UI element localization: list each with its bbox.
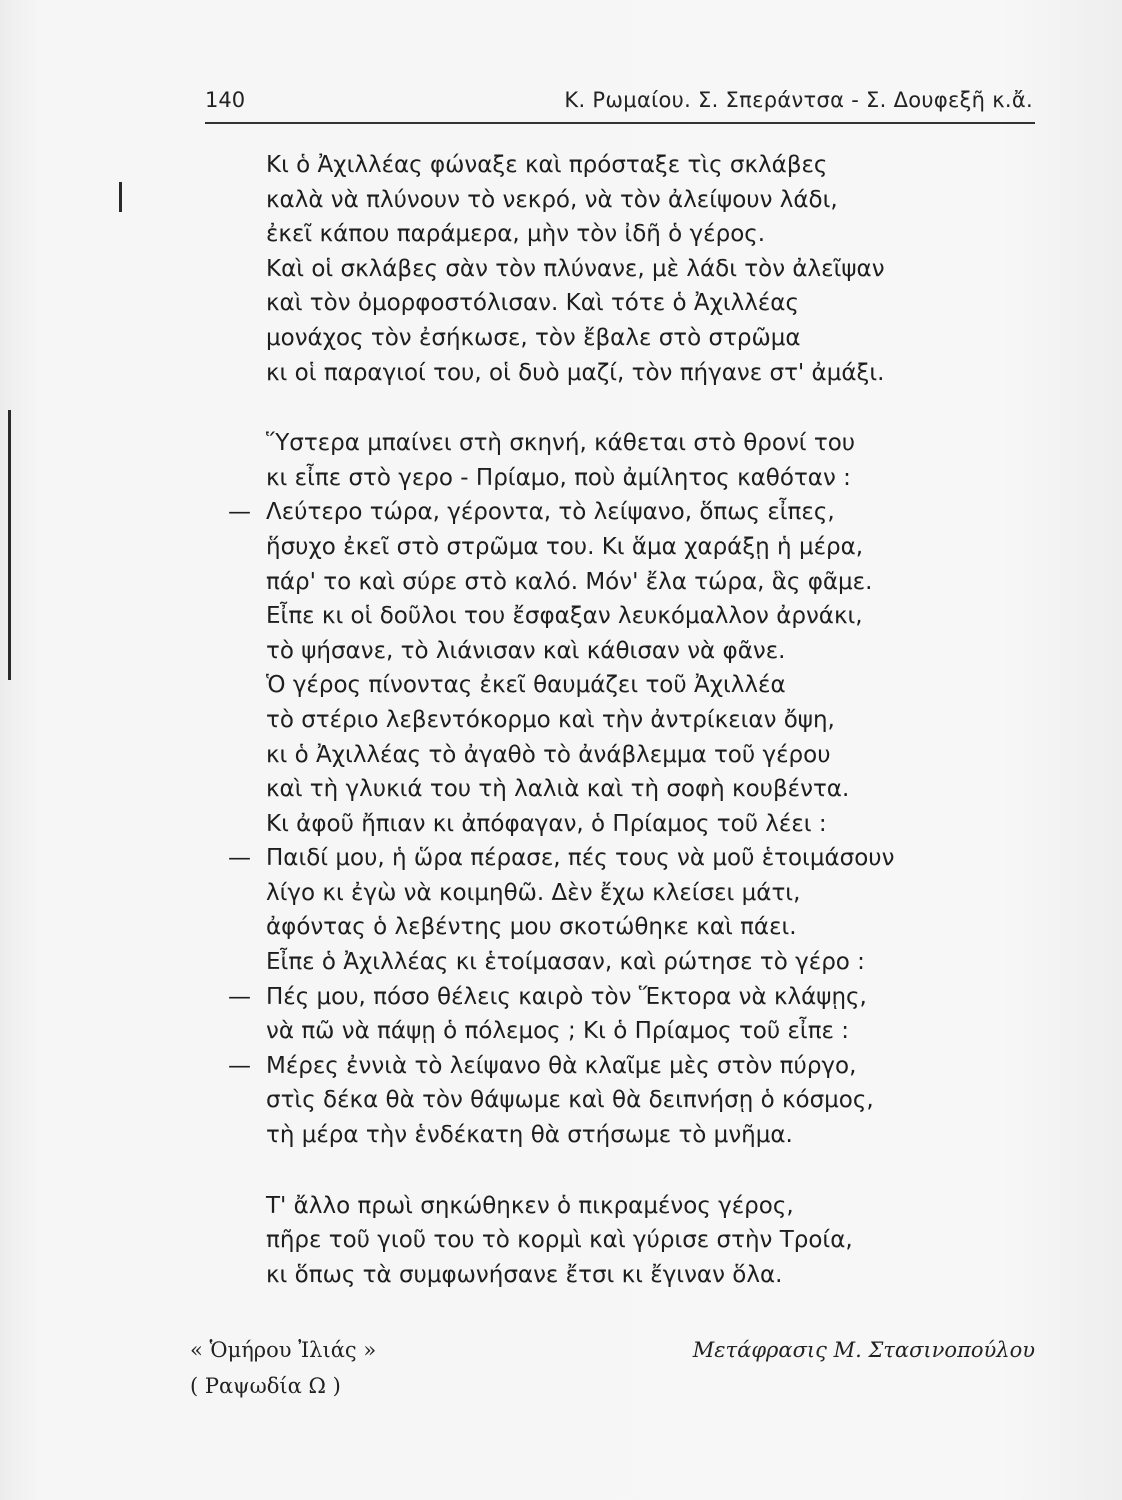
verse-line bbox=[228, 1049, 968, 1084]
translator-credit: Μετάφρασις Μ. Στασινοπούλου bbox=[692, 1338, 1035, 1362]
verse-text: Εἶπε κι οἱ δοῦλοι του ἔσφαξαν λευκόμαλλον ἀρνάκι, bbox=[266, 603, 863, 630]
verse-line bbox=[228, 772, 968, 807]
verse-text: Τ' ἄλλο πρωὶ σηκώθηκεν ὁ πικραμένος γέρος, bbox=[266, 1192, 794, 1219]
verse-line bbox=[228, 565, 968, 600]
stanza bbox=[228, 426, 968, 1152]
verse-text: κι ὁ Ἀχιλλέας τὸ ἀγαθὸ τὸ ἀνάβλεμμα τοῦ γέρου bbox=[266, 741, 831, 768]
dialogue-dash: — bbox=[228, 983, 251, 1010]
verse-line bbox=[228, 183, 968, 218]
verse-line bbox=[228, 426, 968, 461]
verse-line bbox=[228, 668, 968, 703]
verse-text: Καὶ οἱ σκλάβες σὰν τὸν πλύνανε, μὲ λάδι τὸν ἀλεῖψαν bbox=[266, 255, 885, 282]
verse-text: καλὰ νὰ πλύνουν τὸ νεκρό, νὰ τὸν ἀλείψουν λάδι, bbox=[266, 186, 838, 213]
verse-line bbox=[228, 599, 968, 634]
verse-text: Πές μου, πόσο θέλεις καιρὸ τὸν Ἕκτορα νὰ κλάψῃς, bbox=[266, 983, 867, 1010]
verse-text: κι εἶπε στὸ γερο - Πρίαμο, ποὺ ἀμίλητος καθόταν : bbox=[266, 464, 851, 491]
verse-line bbox=[228, 217, 968, 252]
page-header bbox=[205, 82, 1033, 118]
page-footer bbox=[190, 1332, 1035, 1412]
verse-text: τὸ ψήσανε, τὸ λιάνισαν καὶ κάθισαν νὰ φᾶνε. bbox=[266, 637, 786, 664]
margin-mark bbox=[119, 182, 122, 212]
verse-line bbox=[228, 945, 968, 980]
verse-text: τὴ μέρα τὴν ἑνδέκατη θὰ στήσωμε τὸ μνῆμα. bbox=[266, 1122, 793, 1149]
verse-line bbox=[228, 356, 968, 391]
verse-text: πῆρε τοῦ γιοῦ του τὸ κορμὶ καὶ γύρισε στὴν Τροία, bbox=[266, 1227, 853, 1254]
verse-text: καὶ τὸν ὀμορφοστόλισαν. Καὶ τότε ὁ Ἀχιλλέας bbox=[266, 290, 799, 317]
dialogue-dash: — bbox=[228, 499, 251, 526]
verse-line bbox=[228, 634, 968, 669]
verse-text: καὶ τὴ γλυκιά του τὴ λαλιὰ καὶ τὴ σοφὴ κουβέντα. bbox=[266, 776, 850, 803]
verse-line bbox=[228, 530, 968, 565]
verse-line bbox=[228, 980, 968, 1015]
verse-line bbox=[228, 1223, 968, 1258]
verse-text: στὶς δέκα θὰ τὸν θάψωμε καὶ θὰ δειπνήσῃ ὁ κόσμος, bbox=[266, 1087, 874, 1114]
stanza bbox=[228, 148, 968, 390]
running-title: Κ. Ρωμαίου. Σ. Σπεράντσα - Σ. Δουφεξῆ κ.ἄ. bbox=[564, 88, 1033, 112]
verse-text: Εἶπε ὁ Ἀχιλλέας κι ἑτοίμασαν, καὶ ρώτησε τὸ γέρο : bbox=[266, 949, 865, 976]
verse-text: ἥσυχο ἐκεῖ στὸ στρῶμα του. Κι ἅμα χαράξῃ ἡ μέρα, bbox=[266, 533, 864, 560]
dialogue-dash: — bbox=[228, 1052, 251, 1079]
verse-line bbox=[228, 1189, 968, 1224]
verse-line bbox=[228, 286, 968, 321]
verse-line bbox=[228, 1014, 968, 1049]
verse-text: Κι ὁ Ἀχιλλέας φώναξε καὶ πρόσταξε τὶς σκλάβες bbox=[266, 152, 828, 178]
verse-line bbox=[228, 876, 968, 911]
verse-line bbox=[228, 461, 968, 496]
poem-body bbox=[228, 148, 968, 1292]
verse-line bbox=[228, 148, 968, 183]
verse-line bbox=[228, 1118, 968, 1153]
verse-text: Κι ἀφοῦ ἤπιαν κι ἀπόφαγαν, ὁ Πρίαμος τοῦ λέει : bbox=[266, 810, 827, 837]
verse-text: Ὕστερα μπαίνει στὴ σκηνή, κάθεται στὸ θρονί του bbox=[266, 430, 856, 457]
verse-line bbox=[228, 1258, 968, 1293]
source-work: « Ὁμήρου Ἰλιάς » bbox=[190, 1338, 377, 1362]
source-book: ( Ραψωδία Ω ) bbox=[190, 1374, 341, 1398]
verse-line bbox=[228, 703, 968, 738]
verse-text: μονάχος τὸν ἐσήκωσε, τὸν ἔβαλε στὸ στρῶμα bbox=[266, 324, 801, 351]
verse-line bbox=[228, 1083, 968, 1118]
verse-line bbox=[228, 910, 968, 945]
margin-mark bbox=[8, 410, 11, 680]
page-number: 140 bbox=[205, 88, 246, 112]
verse-text: Παιδί μου, ἡ ὥρα πέρασε, πές τους νὰ μοῦ ἑτοιμάσουν bbox=[266, 845, 895, 872]
verse-line bbox=[228, 321, 968, 356]
verse-text: κι οἱ παραγιοί του, οἱ δυὸ μαζί, τὸν πήγανε στ' ἀμάξι. bbox=[266, 359, 885, 386]
verse-line bbox=[228, 738, 968, 773]
verse-line bbox=[228, 841, 968, 876]
verse-text: Μέρες ἐννιὰ τὸ λείψανο θὰ κλαῖμε μὲς στὸν πύργο, bbox=[266, 1052, 857, 1079]
header-rule bbox=[205, 122, 1035, 124]
verse-text: ἀφόντας ὁ λεβέντης μου σκοτώθηκε καὶ πάει. bbox=[266, 914, 797, 941]
verse-line bbox=[228, 252, 968, 287]
verse-text: τὸ στέριο λεβεντόκορμο καὶ τὴν ἀντρίκειαν ὄψη, bbox=[266, 706, 835, 733]
verse-text: ἐκεῖ κάπου παράμερα, μὴν τὸν ἰδῆ ὁ γέρος. bbox=[266, 221, 766, 248]
verse-line bbox=[228, 807, 968, 842]
verse-text: κι ὅπως τὰ συμφωνήσανε ἔτσι κι ἔγιναν ὅλα. bbox=[266, 1261, 783, 1288]
dialogue-dash: — bbox=[228, 845, 251, 872]
stanza bbox=[228, 1189, 968, 1293]
source-citation bbox=[190, 1332, 376, 1404]
verse-text: λίγο κι ἐγὼ νὰ κοιμηθῶ. Δὲν ἔχω κλείσει μάτι, bbox=[266, 879, 801, 906]
verse-line bbox=[228, 495, 968, 530]
verse-text: πάρ' το καὶ σύρε στὸ καλό. Μόν' ἔλα τώρα, ἃς φᾶμε. bbox=[266, 568, 873, 595]
verse-text: Λεύτερο τώρα, γέροντα, τὸ λείψανο, ὅπως εἶπες, bbox=[266, 499, 835, 526]
verse-text: νὰ πῶ νὰ πάψῃ ὁ πόλεμος ; Κι ὁ Πρίαμος τοῦ εἶπε : bbox=[266, 1018, 850, 1045]
verse-text: Ὁ γέρος πίνοντας ἐκεῖ θαυμάζει τοῦ Ἀχιλλέα bbox=[266, 672, 786, 699]
